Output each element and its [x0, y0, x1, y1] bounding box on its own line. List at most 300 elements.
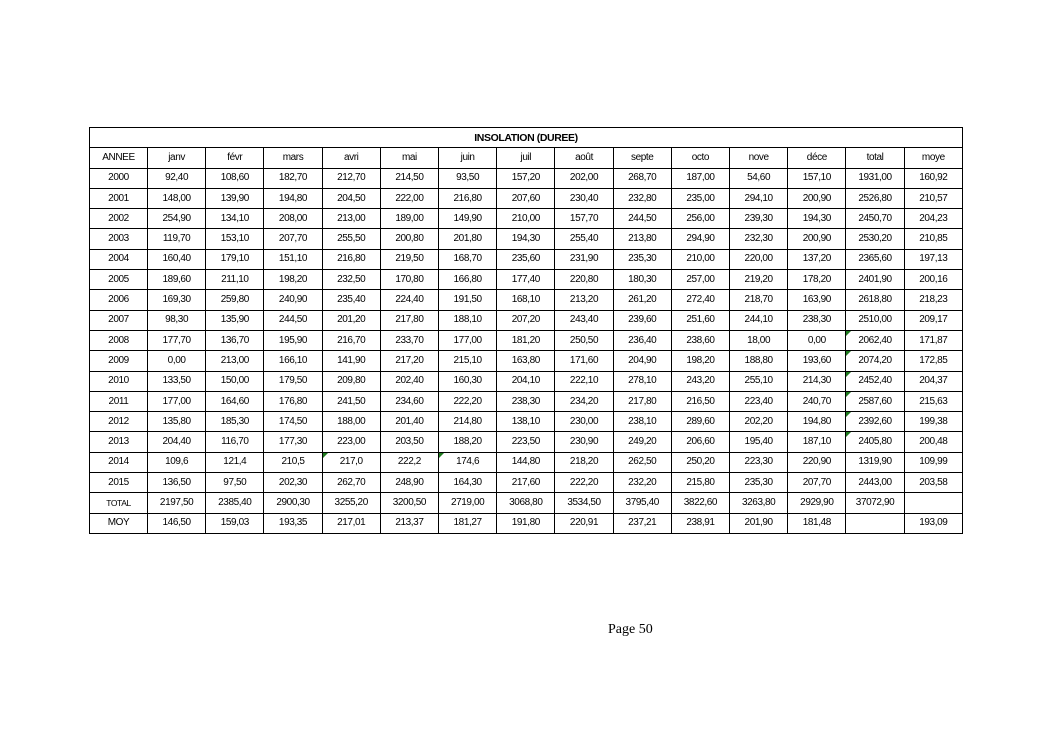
value-cell: 207,70	[264, 229, 322, 249]
value-cell: 213,00	[206, 351, 264, 371]
value-cell: 2719,00	[439, 493, 497, 513]
value-cell: 210,00	[671, 249, 729, 269]
value-cell: 172,85	[904, 351, 962, 371]
value-cell: 189,60	[148, 270, 206, 290]
value-cell: 250,50	[555, 330, 613, 350]
value-cell: 198,20	[264, 270, 322, 290]
value-cell: 177,30	[264, 432, 322, 452]
value-cell: 2450,70	[846, 209, 904, 229]
value-cell: 181,27	[439, 513, 497, 533]
year-cell: 2014	[90, 452, 148, 472]
value-cell: 201,80	[439, 229, 497, 249]
value-cell: 2510,00	[846, 310, 904, 330]
value-cell: 2401,90	[846, 270, 904, 290]
value-cell: 194,30	[788, 209, 846, 229]
value-cell: 243,40	[555, 310, 613, 330]
value-cell: 220,90	[788, 452, 846, 472]
value-cell: 108,60	[206, 168, 264, 188]
value-cell: 164,60	[206, 391, 264, 411]
value-cell: 191,80	[497, 513, 555, 533]
year-cell: 2011	[90, 391, 148, 411]
value-cell: 199,38	[904, 412, 962, 432]
value-cell: 233,70	[380, 330, 438, 350]
value-cell: 239,30	[730, 209, 788, 229]
value-cell: 262,70	[322, 473, 380, 493]
value-cell: 216,80	[439, 188, 497, 208]
table-row	[90, 330, 963, 350]
value-cell: 92,40	[148, 168, 206, 188]
value-cell: 18,00	[730, 330, 788, 350]
value-cell: 136,70	[206, 330, 264, 350]
value-cell: 222,10	[555, 371, 613, 391]
value-cell: 294,90	[671, 229, 729, 249]
column-header: janv	[148, 148, 206, 168]
value-cell: 216,50	[671, 391, 729, 411]
value-cell: 222,2	[380, 452, 438, 472]
value-cell: 216,70	[322, 330, 380, 350]
value-cell: 213,00	[322, 209, 380, 229]
value-cell: 224,40	[380, 290, 438, 310]
value-cell: 223,50	[497, 432, 555, 452]
value-cell: 157,70	[555, 209, 613, 229]
table-row	[90, 452, 963, 472]
value-cell: 160,40	[148, 249, 206, 269]
table-row	[90, 290, 963, 310]
value-cell: 116,70	[206, 432, 264, 452]
value-cell: 240,90	[264, 290, 322, 310]
value-cell: 244,50	[613, 209, 671, 229]
value-cell: 201,40	[380, 412, 438, 432]
value-cell: 215,80	[671, 473, 729, 493]
value-cell: 2929,90	[788, 493, 846, 513]
value-cell: 232,20	[613, 473, 671, 493]
column-header: moye	[904, 148, 962, 168]
value-cell: 146,50	[148, 513, 206, 533]
value-cell: 3263,80	[730, 493, 788, 513]
value-cell: 177,70	[148, 330, 206, 350]
value-cell: 213,80	[613, 229, 671, 249]
header-row	[90, 148, 963, 168]
value-cell: 166,10	[264, 351, 322, 371]
value-cell: 203,58	[904, 473, 962, 493]
value-cell: 213,37	[380, 513, 438, 533]
value-cell: 185,30	[206, 412, 264, 432]
value-cell: 3795,40	[613, 493, 671, 513]
value-cell: 210,85	[904, 229, 962, 249]
value-cell: 176,80	[264, 391, 322, 411]
value-cell: 250,20	[671, 452, 729, 472]
value-cell: 214,80	[439, 412, 497, 432]
value-cell: 220,91	[555, 513, 613, 533]
value-cell: 136,50	[148, 473, 206, 493]
year-cell: 2006	[90, 290, 148, 310]
column-header: déce	[788, 148, 846, 168]
value-cell: 255,50	[322, 229, 380, 249]
value-cell: 2452,40	[846, 371, 904, 391]
value-cell: 2900,30	[264, 493, 322, 513]
value-cell: 2074,20	[846, 351, 904, 371]
year-cell: 2007	[90, 310, 148, 330]
column-header: juil	[497, 148, 555, 168]
year-cell: 2001	[90, 188, 148, 208]
value-cell: 217,20	[380, 351, 438, 371]
value-cell: 148,00	[148, 188, 206, 208]
value-cell: 218,70	[730, 290, 788, 310]
value-cell: 3255,20	[322, 493, 380, 513]
value-cell: 217,80	[613, 391, 671, 411]
column-header: juin	[439, 148, 497, 168]
value-cell: 149,90	[439, 209, 497, 229]
value-cell: 222,20	[555, 473, 613, 493]
year-cell: 2000	[90, 168, 148, 188]
value-cell: 166,80	[439, 270, 497, 290]
value-cell: 97,50	[206, 473, 264, 493]
value-cell: 235,30	[730, 473, 788, 493]
table-row	[90, 188, 963, 208]
value-cell: 2587,60	[846, 391, 904, 411]
column-header: févr	[206, 148, 264, 168]
value-cell: 236,40	[613, 330, 671, 350]
value-cell: 249,20	[613, 432, 671, 452]
value-cell: 204,90	[613, 351, 671, 371]
value-cell: 134,10	[206, 209, 264, 229]
total-row-label: TOTAL	[90, 493, 148, 513]
value-cell: 163,90	[788, 290, 846, 310]
column-header: avri	[322, 148, 380, 168]
value-cell: 223,00	[322, 432, 380, 452]
value-cell: 230,40	[555, 188, 613, 208]
value-cell: 2385,40	[206, 493, 264, 513]
value-cell: 150,00	[206, 371, 264, 391]
value-cell: 261,20	[613, 290, 671, 310]
value-cell: 223,30	[730, 452, 788, 472]
value-cell: 214,30	[788, 371, 846, 391]
value-cell: 214,50	[380, 168, 438, 188]
column-header: septe	[613, 148, 671, 168]
year-cell: 2012	[90, 412, 148, 432]
value-cell: 169,30	[148, 290, 206, 310]
value-cell: 177,00	[439, 330, 497, 350]
table-row	[90, 209, 963, 229]
value-cell: 234,60	[380, 391, 438, 411]
value-cell: 272,40	[671, 290, 729, 310]
value-cell: 141,90	[322, 351, 380, 371]
value-cell: 201,90	[730, 513, 788, 533]
value-cell: 179,10	[206, 249, 264, 269]
value-cell: 157,20	[497, 168, 555, 188]
value-cell: 174,6	[439, 452, 497, 472]
value-cell: 203,50	[380, 432, 438, 452]
value-cell: 3068,80	[497, 493, 555, 513]
total-row	[90, 493, 963, 513]
value-cell: 188,80	[730, 351, 788, 371]
value-cell: 217,01	[322, 513, 380, 533]
value-cell: 1319,90	[846, 452, 904, 472]
value-cell: 220,80	[555, 270, 613, 290]
value-cell: 193,09	[904, 513, 962, 533]
value-cell: 232,30	[730, 229, 788, 249]
value-cell: 257,00	[671, 270, 729, 290]
table-row	[90, 168, 963, 188]
value-cell: 168,70	[439, 249, 497, 269]
value-cell: 232,50	[322, 270, 380, 290]
value-cell: 139,90	[206, 188, 264, 208]
column-header: nove	[730, 148, 788, 168]
value-cell: 187,10	[788, 432, 846, 452]
value-cell: 219,50	[380, 249, 438, 269]
value-cell: 251,60	[671, 310, 729, 330]
value-cell: 3200,50	[380, 493, 438, 513]
value-cell: 193,35	[264, 513, 322, 533]
value-cell: 174,50	[264, 412, 322, 432]
value-cell: 215,63	[904, 391, 962, 411]
value-cell: 200,80	[380, 229, 438, 249]
value-cell: 168,10	[497, 290, 555, 310]
value-cell: 238,60	[671, 330, 729, 350]
value-cell: 201,20	[322, 310, 380, 330]
value-cell: 210,57	[904, 188, 962, 208]
insolation-table	[89, 127, 963, 534]
value-cell: 2062,40	[846, 330, 904, 350]
value-cell: 191,50	[439, 290, 497, 310]
value-cell: 135,90	[206, 310, 264, 330]
value-cell: 294,10	[730, 188, 788, 208]
value-cell: 193,60	[788, 351, 846, 371]
value-cell: 157,10	[788, 168, 846, 188]
value-cell: 207,20	[497, 310, 555, 330]
value-cell: 160,30	[439, 371, 497, 391]
value-cell: 133,50	[148, 371, 206, 391]
value-cell: 217,0	[322, 452, 380, 472]
table-row	[90, 391, 963, 411]
table-row	[90, 229, 963, 249]
value-cell: 218,23	[904, 290, 962, 310]
value-cell: 204,23	[904, 209, 962, 229]
value-cell: 204,40	[148, 432, 206, 452]
value-cell: 202,20	[730, 412, 788, 432]
value-cell: 200,48	[904, 432, 962, 452]
value-cell: 213,20	[555, 290, 613, 310]
column-header: mars	[264, 148, 322, 168]
table-row	[90, 249, 963, 269]
value-cell: 138,10	[497, 412, 555, 432]
value-cell: 163,80	[497, 351, 555, 371]
moy-row	[90, 513, 963, 533]
table-row	[90, 371, 963, 391]
value-cell	[904, 493, 962, 513]
value-cell: 181,20	[497, 330, 555, 350]
year-cell: 2015	[90, 473, 148, 493]
value-cell: 256,00	[671, 209, 729, 229]
year-cell: 2010	[90, 371, 148, 391]
value-cell: 188,00	[322, 412, 380, 432]
page-number: Page 50	[608, 622, 653, 637]
table-row	[90, 432, 963, 452]
value-cell: 179,50	[264, 371, 322, 391]
value-cell: 188,10	[439, 310, 497, 330]
value-cell: 235,00	[671, 188, 729, 208]
value-cell: 217,80	[380, 310, 438, 330]
table-row	[90, 270, 963, 290]
value-cell: 248,90	[380, 473, 438, 493]
value-cell: 207,60	[497, 188, 555, 208]
value-cell: 2405,80	[846, 432, 904, 452]
value-cell: 232,80	[613, 188, 671, 208]
value-cell: 202,00	[555, 168, 613, 188]
value-cell: 2530,20	[846, 229, 904, 249]
value-cell: 171,87	[904, 330, 962, 350]
value-cell: 1931,00	[846, 168, 904, 188]
value-cell: 230,00	[555, 412, 613, 432]
value-cell: 109,6	[148, 452, 206, 472]
table-row	[90, 351, 963, 371]
year-cell: 2013	[90, 432, 148, 452]
value-cell: 219,20	[730, 270, 788, 290]
column-header: ANNEE	[90, 148, 148, 168]
value-cell	[846, 513, 904, 533]
column-header: août	[555, 148, 613, 168]
value-cell: 209,80	[322, 371, 380, 391]
value-cell: 268,70	[613, 168, 671, 188]
value-cell: 194,80	[264, 188, 322, 208]
value-cell: 235,60	[497, 249, 555, 269]
year-cell: 2002	[90, 209, 148, 229]
value-cell: 234,20	[555, 391, 613, 411]
value-cell: 137,20	[788, 249, 846, 269]
value-cell: 180,30	[613, 270, 671, 290]
value-cell: 37072,90	[846, 493, 904, 513]
value-cell: 223,40	[730, 391, 788, 411]
value-cell: 200,90	[788, 229, 846, 249]
value-cell: 212,70	[322, 168, 380, 188]
value-cell: 202,30	[264, 473, 322, 493]
value-cell: 235,30	[613, 249, 671, 269]
value-cell: 220,00	[730, 249, 788, 269]
value-cell: 200,90	[788, 188, 846, 208]
value-cell: 2197,50	[148, 493, 206, 513]
value-cell: 204,10	[497, 371, 555, 391]
value-cell: 207,70	[788, 473, 846, 493]
value-cell: 181,48	[788, 513, 846, 533]
value-cell: 121,4	[206, 452, 264, 472]
year-cell: 2003	[90, 229, 148, 249]
value-cell: 151,10	[264, 249, 322, 269]
value-cell: 255,40	[555, 229, 613, 249]
value-cell: 243,20	[671, 371, 729, 391]
value-cell: 195,90	[264, 330, 322, 350]
value-cell: 2365,60	[846, 249, 904, 269]
value-cell: 211,10	[206, 270, 264, 290]
value-cell: 215,10	[439, 351, 497, 371]
value-cell: 177,00	[148, 391, 206, 411]
value-cell: 217,60	[497, 473, 555, 493]
value-cell: 159,03	[206, 513, 264, 533]
value-cell: 2392,60	[846, 412, 904, 432]
value-cell: 204,37	[904, 371, 962, 391]
year-cell: 2009	[90, 351, 148, 371]
value-cell: 194,80	[788, 412, 846, 432]
value-cell: 259,80	[206, 290, 264, 310]
value-cell: 237,21	[613, 513, 671, 533]
value-cell: 2526,80	[846, 188, 904, 208]
value-cell: 153,10	[206, 229, 264, 249]
value-cell: 278,10	[613, 371, 671, 391]
value-cell: 238,30	[788, 310, 846, 330]
value-cell: 119,70	[148, 229, 206, 249]
value-cell: 216,80	[322, 249, 380, 269]
value-cell: 0,00	[148, 351, 206, 371]
column-header: mai	[380, 148, 438, 168]
value-cell: 189,00	[380, 209, 438, 229]
value-cell: 289,60	[671, 412, 729, 432]
value-cell: 164,30	[439, 473, 497, 493]
value-cell: 182,70	[264, 168, 322, 188]
value-cell: 2443,00	[846, 473, 904, 493]
value-cell: 244,50	[264, 310, 322, 330]
value-cell: 93,50	[439, 168, 497, 188]
title-row	[90, 128, 963, 148]
value-cell: 206,60	[671, 432, 729, 452]
value-cell: 230,90	[555, 432, 613, 452]
value-cell: 197,13	[904, 249, 962, 269]
value-cell: 238,10	[613, 412, 671, 432]
value-cell: 262,50	[613, 452, 671, 472]
value-cell: 241,50	[322, 391, 380, 411]
value-cell: 160,92	[904, 168, 962, 188]
column-header: total	[846, 148, 904, 168]
value-cell: 238,30	[497, 391, 555, 411]
value-cell: 0,00	[788, 330, 846, 350]
value-cell: 238,91	[671, 513, 729, 533]
value-cell: 210,00	[497, 209, 555, 229]
value-cell: 109,99	[904, 452, 962, 472]
value-cell: 98,30	[148, 310, 206, 330]
value-cell: 54,60	[730, 168, 788, 188]
value-cell: 2618,80	[846, 290, 904, 310]
value-cell: 231,90	[555, 249, 613, 269]
value-cell: 170,80	[380, 270, 438, 290]
moy-row-label: MOY	[90, 513, 148, 533]
value-cell: 202,40	[380, 371, 438, 391]
value-cell: 222,00	[380, 188, 438, 208]
value-cell: 209,17	[904, 310, 962, 330]
value-cell: 3822,60	[671, 493, 729, 513]
value-cell: 171,60	[555, 351, 613, 371]
value-cell: 222,20	[439, 391, 497, 411]
value-cell: 208,00	[264, 209, 322, 229]
value-cell: 239,60	[613, 310, 671, 330]
year-cell: 2005	[90, 270, 148, 290]
value-cell: 204,50	[322, 188, 380, 208]
value-cell: 218,20	[555, 452, 613, 472]
value-cell: 195,40	[730, 432, 788, 452]
value-cell: 198,20	[671, 351, 729, 371]
value-cell: 3534,50	[555, 493, 613, 513]
value-cell: 194,30	[497, 229, 555, 249]
table-row	[90, 412, 963, 432]
value-cell: 135,80	[148, 412, 206, 432]
value-cell: 188,20	[439, 432, 497, 452]
value-cell: 240,70	[788, 391, 846, 411]
table-row	[90, 310, 963, 330]
table-row	[90, 473, 963, 493]
value-cell: 200,16	[904, 270, 962, 290]
value-cell: 254,90	[148, 209, 206, 229]
year-cell: 2008	[90, 330, 148, 350]
value-cell: 210,5	[264, 452, 322, 472]
value-cell: 255,10	[730, 371, 788, 391]
value-cell: 187,00	[671, 168, 729, 188]
